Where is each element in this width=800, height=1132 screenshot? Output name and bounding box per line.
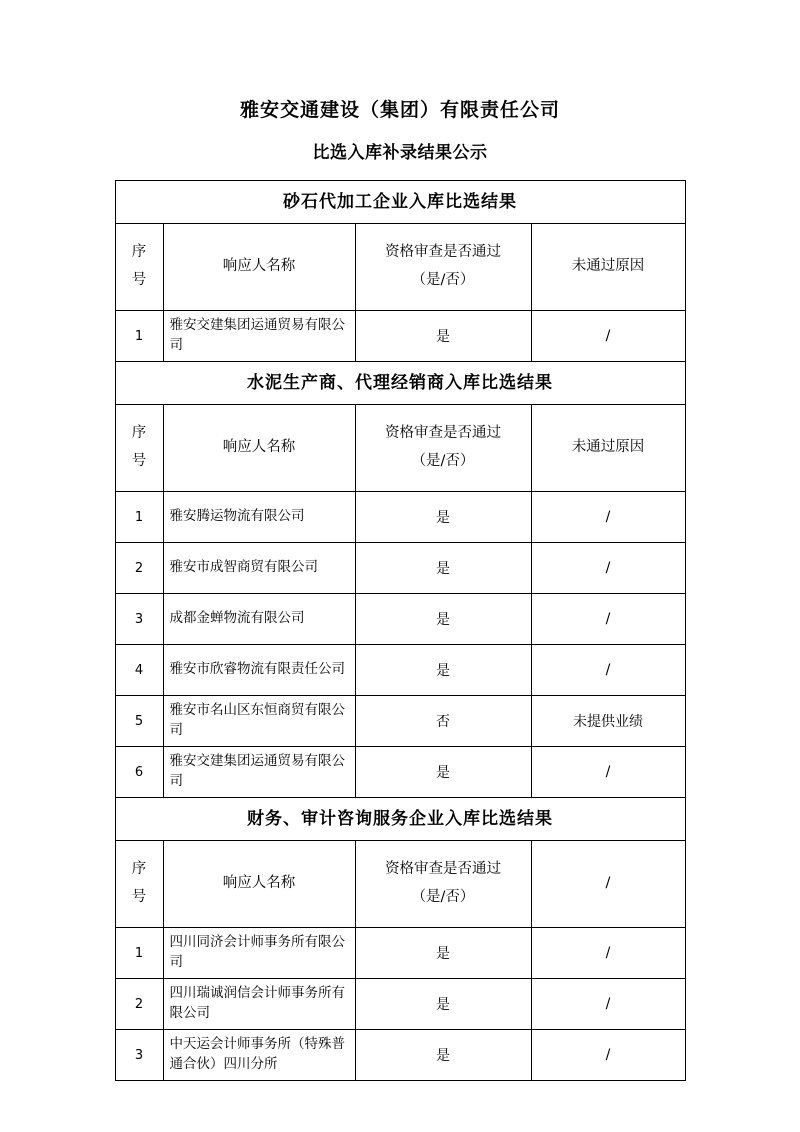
row-reason: / [531,492,685,543]
row-name: 雅安市欣睿物流有限责任公司 [163,645,355,696]
row-index: 3 [115,1030,163,1081]
row-name: 雅安市名山区东恒商贸有限公司 [163,696,355,747]
row-reason: / [531,311,685,362]
row-index: 2 [115,543,163,594]
row-index: 1 [115,492,163,543]
row-name: 中天运会计师事务所（特殊普通合伙）四川分所 [163,1030,355,1081]
row-result: 是 [355,645,531,696]
header-name: 响应人名称 [163,405,355,492]
row-name: 四川同济会计师事务所有限公司 [163,928,355,979]
row-result: 否 [355,696,531,747]
row-result: 是 [355,492,531,543]
column-header-row [115,405,685,492]
table-row [115,311,685,362]
section-heading: 砂石代加工企业入库比选结果 [115,181,685,224]
header-reason: 未通过原因 [531,224,685,311]
section-heading-row [115,362,685,405]
row-index: 3 [115,594,163,645]
results-table [115,180,686,1081]
table-row [115,645,685,696]
column-header-row [115,841,685,928]
row-result: 是 [355,311,531,362]
row-name: 成都金蝉物流有限公司 [163,594,355,645]
row-reason: / [531,928,685,979]
row-name: 雅安交建集团运通贸易有限公司 [163,747,355,798]
header-result: 资格审查是否通过 （是/否） [355,841,531,928]
section-heading-row [115,181,685,224]
row-reason: / [531,747,685,798]
section-heading-row [115,798,685,841]
row-reason: / [531,645,685,696]
table-row [115,594,685,645]
section-heading: 财务、审计咨询服务企业入库比选结果 [115,798,685,841]
row-result: 是 [355,1030,531,1081]
header-result: 资格审查是否通过 （是/否） [355,224,531,311]
row-name: 雅安交建集团运通贸易有限公司 [163,311,355,362]
row-name: 雅安腾运物流有限公司 [163,492,355,543]
row-result: 是 [355,747,531,798]
header-index: 序 号 [115,405,163,492]
header-name: 响应人名称 [163,224,355,311]
row-index: 4 [115,645,163,696]
table-row [115,543,685,594]
table-row [115,1030,685,1081]
row-reason: / [531,594,685,645]
header-reason: / [531,841,685,928]
page-subtitle: 比选入库补录结果公示 [312,142,488,163]
table-row [115,979,685,1030]
row-result: 是 [355,543,531,594]
header-result: 资格审查是否通过 （是/否） [355,405,531,492]
row-index: 1 [115,928,163,979]
table-row [115,492,685,543]
row-index: 5 [115,696,163,747]
table-row [115,696,685,747]
row-reason: / [531,543,685,594]
row-index: 2 [115,979,163,1030]
table-row [115,747,685,798]
row-reason: / [531,979,685,1030]
row-result: 是 [355,979,531,1030]
row-reason: 未提供业绩 [531,696,685,747]
header-index: 序 号 [115,841,163,928]
header-index: 序 号 [115,224,163,311]
row-index: 6 [115,747,163,798]
section-heading: 水泥生产商、代理经销商入库比选结果 [115,362,685,405]
row-result: 是 [355,928,531,979]
table-row [115,928,685,979]
header-reason: 未通过原因 [531,405,685,492]
row-result: 是 [355,594,531,645]
row-name: 四川瑞诚润信会计师事务所有限公司 [163,979,355,1030]
row-reason: / [531,1030,685,1081]
row-index: 1 [115,311,163,362]
column-header-row [115,224,685,311]
page-title: 雅安交通建设（集团）有限责任公司 [239,99,560,121]
header-name: 响应人名称 [163,841,355,928]
row-name: 雅安市成智商贸有限公司 [163,543,355,594]
